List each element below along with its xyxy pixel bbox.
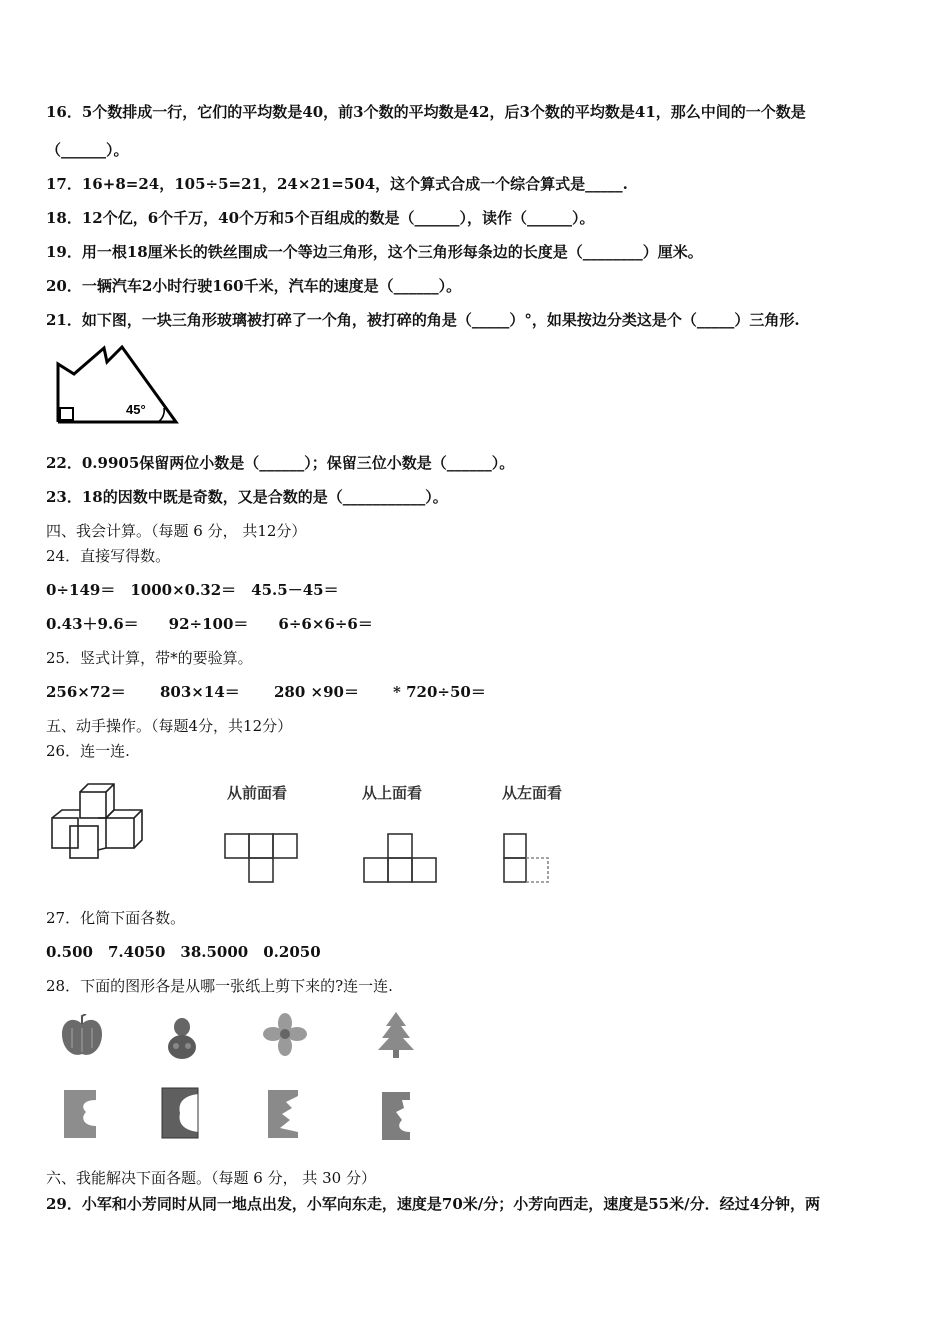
apple-shape[interactable]: [58, 1014, 106, 1060]
question-18: 18．12个亿，6个千万，40个万和5个百组成的数是（______），读作（______）。: [46, 209, 595, 227]
angle-label: 45°: [126, 402, 146, 417]
section-5-heading: 五、动手操作。（每题4分，共12分）: [46, 717, 293, 735]
section-6-heading: 六、我能解决下面各题。（每题 6 分， 共 30 分）: [46, 1169, 376, 1187]
cube-stack-figure: [48, 780, 158, 862]
question-21: 21．如下图，一块三角形玻璃被打碎了一个角，被打碎的角是（_____）°，如果按边分类这是个（_____）三角形.: [46, 311, 800, 329]
question-24-row2: 0.43＋9.6＝ 92÷100＝ 6÷6×6÷6＝: [46, 615, 373, 633]
question-16-line1: 16．5个数排成一行，它们的平均数是40，前3个数的平均数是42，后3个数的平均数是41，那么中间的一个数是: [46, 103, 806, 121]
paper-piece-3[interactable]: [266, 1088, 300, 1140]
flower-shape[interactable]: [262, 1012, 308, 1058]
tree-shape[interactable]: [376, 1010, 416, 1060]
question-26: 26．连一连.: [46, 742, 130, 760]
calc-item-1: 256×72＝: [46, 683, 126, 701]
paper-piece-1[interactable]: [62, 1088, 98, 1140]
view-label-left: 从左面看: [502, 784, 563, 802]
question-20: 20．一辆汽车2小时行驶160千米，汽车的速度是（______）。: [46, 277, 462, 295]
left-view-figure[interactable]: [500, 830, 560, 886]
paper-piece-2[interactable]: [160, 1086, 200, 1140]
front-view-figure[interactable]: [222, 830, 302, 886]
calc-item-3: 280 ×90＝: [274, 683, 359, 701]
calc-item-2: 803×14＝: [160, 683, 240, 701]
top-view-figure[interactable]: [360, 830, 440, 886]
view-label-front: 从前面看: [227, 784, 288, 802]
gourd-shape[interactable]: [162, 1014, 202, 1062]
question-24-row1: 0÷149＝ 1000×0.32＝ 45.5－45＝: [46, 581, 339, 599]
question-28: 28．下面的图形各是从哪一张纸上剪下来的?连一连.: [46, 977, 393, 995]
question-16-line2: （______）。: [46, 141, 129, 159]
view-label-top: 从上面看: [362, 784, 423, 802]
broken-triangle-figure: [52, 342, 182, 427]
question-25: 25．竖式计算，带*的要验算。: [46, 649, 253, 667]
question-17: 17．16+8=24，105÷5=21，24×21=504，这个算式合成一个综合算式是_____.: [46, 175, 628, 193]
question-27: 27．化简下面各数。: [46, 909, 186, 927]
calc-item-4: * 720÷50＝: [393, 683, 486, 701]
question-27-row: 0.500 7.4050 38.5000 0.2050: [46, 943, 321, 961]
question-29: 29．小军和小芳同时从同一地点出发，小军向东走，速度是70米/分；小芳向西走，速度是55米/分．经过4分钟，两: [46, 1195, 821, 1213]
section-4-heading: 四、我会计算。（每题 6 分， 共12分）: [46, 522, 307, 540]
question-24: 24．直接写得数。: [46, 547, 171, 565]
angle-arc: [158, 408, 164, 422]
right-angle-mark: [60, 408, 73, 420]
paper-piece-4[interactable]: [380, 1090, 412, 1142]
question-23: 23．18的因数中既是奇数，又是合数的是（___________）。: [46, 488, 448, 506]
question-22: 22．0.9905保留两位小数是（______）；保留三位小数是（______）。: [46, 454, 515, 472]
question-19: 19．用一根18厘米长的铁丝围成一个等边三角形，这个三角形每条边的长度是（________）厘米。: [46, 243, 703, 261]
